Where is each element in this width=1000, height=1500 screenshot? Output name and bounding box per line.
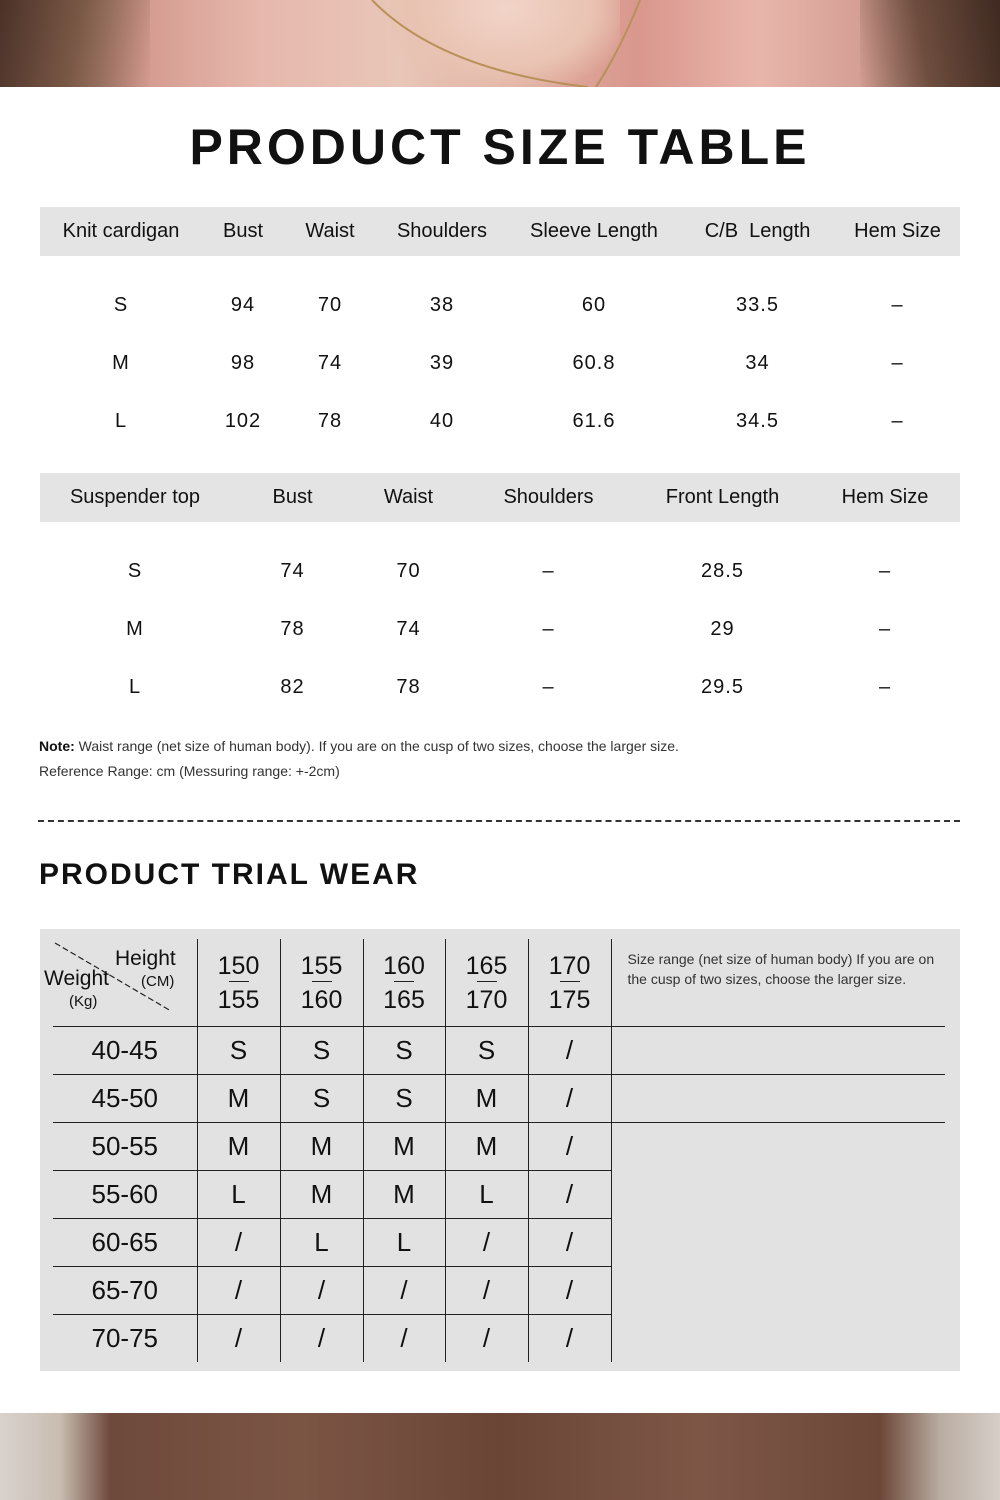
size-cell: / [445,1219,528,1267]
size-cell: / [197,1315,280,1363]
size-cell: S [197,1027,280,1075]
reference-range-note: Reference Range: cm (Messuring range: +-2cm) [39,763,340,779]
bust-cell: 94 [230,293,256,316]
front-length-cell: 29 [710,617,735,640]
size-note [39,738,679,754]
suspender-header-row [40,473,960,522]
size-cell: M [197,1123,280,1171]
top-product-photo [0,0,1000,87]
height-to: 175 [548,985,591,1014]
cardigan-header-shoulders: Shoulders [376,207,508,256]
weight-cell: 55-60 [53,1171,197,1219]
size-cell: / [363,1315,445,1363]
shoulders-cell: 40 [429,409,455,432]
height-range-155-160 [280,939,363,1027]
shoulders-cell: – [542,675,555,698]
size-cell: L [445,1171,528,1219]
size-cell: / [445,1315,528,1363]
cb-length-cell: 34.5 [736,409,779,432]
hem-size-cell: – [891,409,904,432]
corner-height-label: Height [115,947,176,970]
height-to: 155 [217,985,260,1014]
cardigan-header-waist: Waist [284,207,376,256]
trial-wear-panel [40,929,960,1371]
cardigan-size-table [40,207,960,450]
size-cell: / [280,1267,363,1315]
weight-cell: 45-50 [53,1075,197,1123]
table-row [40,600,960,658]
weight-cell: 60-65 [53,1219,197,1267]
height-to: 160 [300,985,343,1014]
empty-cell [611,1075,945,1123]
cardigan-header-cb-length: C/B Length [680,207,835,256]
size-cell: M [280,1123,363,1171]
height-range-160-165 [363,939,445,1027]
weight-cell: 70-75 [53,1315,197,1363]
size-cell: / [528,1267,611,1315]
size-cell: M [363,1123,445,1171]
size-cell: S [363,1075,445,1123]
bust-cell: 98 [230,351,256,374]
hem-size-cell: – [891,351,904,374]
front-length-cell: 28.5 [701,559,744,582]
bust-cell: 102 [224,409,262,432]
suspender-size-table [40,473,960,716]
height-range-165-170 [445,939,528,1027]
table-row [53,1027,945,1075]
table-row [40,276,960,334]
size-cell: S [445,1027,528,1075]
note-text: Waist range (net size of human body). If you are on the cusp of two sizes, choose the larger size. [74,738,679,754]
waist-cell: 74 [396,617,421,640]
height-to: 165 [383,985,425,1014]
size-cell: L [128,675,142,698]
hem-size-cell: – [878,617,892,640]
shoulders-cell: – [542,559,555,582]
suspender-header-name: Suspender top [40,473,230,522]
size-cell: M [197,1075,280,1123]
trial-wear-title: PRODUCT TRIAL WEAR [39,858,420,891]
size-cell: S [280,1027,363,1075]
empty-cell [611,1219,945,1267]
size-cell: L [280,1219,363,1267]
weight-cell: 50-55 [53,1123,197,1171]
shoulders-cell: 38 [429,293,455,316]
waist-cell: 78 [396,675,421,698]
suspender-header-hem-size: Hem Size [810,473,960,522]
table-row [40,658,960,716]
note-label: Note: [39,738,75,754]
size-cell: S [113,293,129,316]
sleeve-length-cell: 60.8 [572,351,616,374]
size-range-description: Size range (net size of human body) If you are on the cusp of two sizes, choose the larger size. [611,939,945,1027]
table-row [40,392,960,450]
height-from: 170 [548,951,591,980]
empty-cell [611,1123,945,1171]
empty-cell [611,1171,945,1219]
front-length-cell: 29.5 [701,675,744,698]
hem-size-cell: – [878,559,892,582]
size-cell: M [363,1171,445,1219]
weight-cell: 40-45 [53,1027,197,1075]
height-range-170-175 [528,939,611,1027]
height-from: 165 [465,951,508,980]
size-cell: S [363,1027,445,1075]
size-cell: / [528,1075,611,1123]
hem-size-cell: – [891,293,904,316]
shoulders-cell: 39 [429,351,455,374]
suspender-header-front-length: Front Length [635,473,810,522]
size-cell: / [363,1267,445,1315]
bust-cell: 82 [280,675,305,698]
necklace-chain [0,0,1000,87]
cardigan-header-bust: Bust [202,207,284,256]
height-from: 150 [217,951,260,980]
size-cell: / [445,1267,528,1315]
height-from: 160 [383,951,425,980]
table-row [53,1267,945,1315]
height-weight-corner [44,939,197,1027]
bottom-product-photo [0,1413,1000,1500]
sleeve-length-cell: 60 [581,293,607,316]
size-cell: / [528,1123,611,1171]
waist-cell: 70 [317,293,343,316]
suspender-header-bust: Bust [230,473,355,522]
size-cell: / [197,1219,280,1267]
empty-cell [611,1027,945,1075]
empty-cell [611,1315,945,1363]
trial-wear-table [44,939,945,1362]
size-cell: M [445,1075,528,1123]
cardigan-header-sleeve-length: Sleeve Length [508,207,680,256]
sleeve-length-cell: 61.6 [572,409,616,432]
trial-header-row [53,939,945,1027]
height-to: 170 [465,985,508,1014]
size-cell: / [528,1171,611,1219]
cardigan-header-row [40,207,960,256]
hem-size-cell: – [878,675,892,698]
cb-length-cell: 34 [745,351,770,374]
size-cell: L [114,409,128,432]
size-cell: / [280,1315,363,1363]
corner-kg-label: (Kg) [69,993,98,1010]
suspender-header-shoulders: Shoulders [462,473,635,522]
table-row [53,1171,945,1219]
section-divider [38,820,960,822]
size-cell: M [112,351,130,374]
table-row [53,1075,945,1123]
size-cell: M [126,617,144,640]
table-row [40,334,960,392]
corner-weight-label: Weight [44,967,109,990]
bust-cell: 78 [280,617,305,640]
size-cell: / [197,1267,280,1315]
size-cell: S [127,559,143,582]
corner-cm-label: (CM) [141,973,175,990]
table-row [53,1123,945,1171]
size-cell: S [280,1075,363,1123]
height-from: 155 [300,951,343,980]
size-cell: M [445,1123,528,1171]
size-cell: / [528,1219,611,1267]
waist-cell: 78 [317,409,343,432]
waist-cell: 74 [317,351,343,374]
table-row [53,1219,945,1267]
size-cell: / [528,1027,611,1075]
size-cell: L [197,1171,280,1219]
size-cell: L [363,1219,445,1267]
size-cell: M [280,1171,363,1219]
empty-cell [611,1267,945,1315]
table-row [40,542,960,600]
suspender-header-waist: Waist [355,473,462,522]
waist-cell: 70 [396,559,421,582]
table-row [53,1315,945,1363]
height-range-150-155 [197,939,280,1027]
cardigan-header-name: Knit cardigan [40,207,202,256]
cardigan-header-hem-size: Hem Size [835,207,960,256]
weight-cell: 65-70 [53,1267,197,1315]
bust-cell: 74 [280,559,305,582]
shoulders-cell: – [542,617,555,640]
page-title: PRODUCT SIZE TABLE [189,119,811,175]
size-cell: / [528,1315,611,1363]
cb-length-cell: 33.5 [736,293,779,316]
